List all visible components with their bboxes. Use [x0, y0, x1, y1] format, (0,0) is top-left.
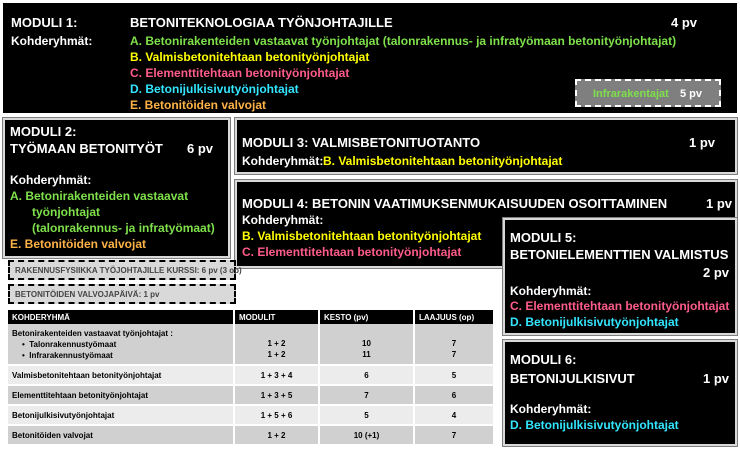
module-2-duration: 6 pv: [187, 141, 214, 156]
table-header-modules: MODULIT: [234, 310, 319, 324]
row-subgroup-building: • Talonrakennustyömaat: [22, 339, 117, 349]
table-row: [8, 365, 494, 385]
row-subgroup-infra: • Infrarakennustyömaat: [22, 350, 113, 360]
table-row: [8, 405, 494, 425]
table-cell-modules: [234, 324, 319, 365]
module-2-group-e: E. Betonitöiden valvojat: [10, 237, 147, 251]
row-group-label: Betonirakenteiden vastaavat työnjohtajat :: [12, 328, 173, 338]
table-cell-duration: 5: [319, 405, 414, 425]
module-4-heading: MODULI 4: BETONIN VAATIMUKSENMUKAISUUDEN OSOITTAMINEN: [242, 196, 668, 211]
table-cell-group: Betonitöiden valvojat: [8, 425, 234, 445]
module-1-group-a: A. Betonirakenteiden vastaavat työnjohtajat (talonrakennus- ja infratyömaan betonityönjohtajat): [130, 34, 677, 48]
module-1-group-b: B. Valmisbetonitehtaan betonityönjohtajat: [130, 50, 370, 64]
module-3-heading: MODULI 3: VALMISBETONITUOTANTO: [242, 135, 481, 150]
module-6-duration: 1 pv: [703, 371, 730, 386]
table-header-duration: KESTO (pv): [319, 310, 414, 324]
table-cell-duration: 10 (+1): [319, 425, 414, 445]
module-5-heading: BETONIELEMENTTIEN VALMISTUS: [510, 247, 729, 262]
table-header-credits: LAAJUUS (op): [414, 310, 494, 324]
extra-course-supervisor-day-label: BETONITÖIDEN VALVOJAPÄIVÄ: 1 pv: [15, 290, 160, 299]
module-2-group-a-line2: työnjohtajat: [32, 205, 100, 219]
table-row: [8, 324, 494, 365]
module-1-title: MODULI 1:: [11, 15, 78, 30]
infra-days: 5 pv: [680, 88, 703, 100]
module-6-title: MODULI 6:: [510, 352, 577, 367]
table-cell-duration: 7: [319, 385, 414, 405]
module-1-groups-label: Kohderyhmät:: [11, 34, 93, 48]
row-subgroup-building-label: Talonrakennustyömaat: [29, 339, 117, 349]
row-subgroup-infra-label: Infrarakennustyömaat: [29, 350, 113, 360]
table-row: [8, 385, 494, 405]
row-modules-2: 1 + 2: [267, 350, 286, 359]
module-4-duration: 1 pv: [706, 196, 733, 211]
table-cell-modules: 1 + 5 + 6: [234, 405, 319, 425]
module-6-box: [503, 340, 737, 446]
row-op-1: 7: [451, 339, 457, 348]
table-cell-credits: [414, 324, 494, 365]
module-2-group-a: A. Betonirakenteiden vastaavat: [10, 189, 189, 203]
extra-course-supervisor-day: [8, 284, 236, 304]
module-1-group-d: D. Betonijulkisivutyönjohtajat: [130, 82, 299, 96]
table-row: [8, 425, 494, 445]
table-cell-group: Valmisbetonitehtaan betonityönjohtajat: [8, 365, 234, 385]
module-2-groups-label: Kohderyhmät:: [10, 173, 92, 187]
module-3-duration: 1 pv: [689, 135, 716, 150]
table-header-group: KOHDERYHMÄ: [8, 310, 234, 324]
module-1-heading: BETONITEKNOLOGIAA TYÖNJOHTAJILLE: [130, 15, 393, 30]
module-3-group-b: B. Valmisbetonitehtaan betonityönjohtajat: [323, 154, 563, 168]
summary-table: [8, 310, 495, 446]
row-days-2: 11: [362, 350, 371, 359]
module-2-group-a-line3: (talonrakennus- ja infratyömaat): [32, 221, 215, 235]
module-2-box: [3, 118, 230, 258]
module-6-groups-label: Kohderyhmät:: [510, 402, 592, 416]
table-cell-group: Elementtitehtaan betonityönjohtajat: [8, 385, 234, 405]
table-cell-duration: 6: [319, 365, 414, 385]
module-4-group-b: B. Valmisbetonitehtaan betonityönjohtajat: [242, 229, 482, 243]
module-2-heading: TYÖMAAN BETONITYÖT: [10, 141, 163, 156]
module-5-duration: 2 pv: [703, 265, 730, 280]
module-6-heading: BETONIJULKISIVUT: [510, 371, 635, 386]
infra-label: Infrarakentajat: [593, 88, 669, 100]
table-cell-credits: 4: [414, 405, 494, 425]
module-5-group-c: C. Elementtitehtaan betonityönjohtajat: [510, 299, 730, 313]
module-4-groups-label: Kohderyhmät:: [242, 213, 324, 227]
extra-course-building-physics: [8, 260, 242, 280]
table-cell-credits: 5: [414, 365, 494, 385]
module-3-groups-label: Kohderyhmät:: [242, 154, 324, 168]
module-3-box: [235, 118, 737, 174]
module-1-group-c: C. Elementtitehtaan betonityönjohtajat: [130, 66, 350, 80]
table-cell-credits: 7: [414, 425, 494, 445]
row-op-2: 7: [451, 350, 457, 359]
module-5-groups-label: Kohderyhmät:: [510, 284, 592, 298]
module-1-box: [3, 3, 737, 113]
infra-badge: [575, 79, 721, 107]
module-4-group-c: C. Elementtitehtaan betonityönjohtajat: [242, 245, 462, 259]
table-cell-duration: [319, 324, 414, 365]
table-cell-group: Betonijulkisivutyönjohtajat: [8, 405, 234, 425]
extra-course-building-physics-label: RAKENNUSFYSIIKKA TYÖJOHTAJILLE KURSSI: 6 pv (3 op): [15, 266, 242, 275]
module-2-title: MODULI 2:: [10, 124, 77, 139]
module-5-title: MODULI 5:: [510, 230, 577, 245]
table-cell-group: [8, 324, 234, 365]
table-cell-modules: 1 + 3 + 4: [234, 365, 319, 385]
table-cell-modules: 1 + 3 + 5: [234, 385, 319, 405]
module-1-duration: 4 pv: [671, 15, 698, 30]
table-header-row: [8, 310, 494, 324]
row-days-1: 10: [362, 339, 371, 348]
module-6-group-d: D. Betonijulkisivutyönjohtajat: [510, 418, 679, 432]
table-cell-credits: 6: [414, 385, 494, 405]
module-5-group-d: D. Betonijulkisivutyönjohtajat: [510, 315, 679, 329]
module-1-group-e: E. Betonitöiden valvojat: [130, 98, 267, 112]
table-cell-modules: 1 + 2: [234, 425, 319, 445]
row-modules-1: 1 + 2: [267, 339, 286, 348]
module-5-box: [503, 218, 737, 335]
